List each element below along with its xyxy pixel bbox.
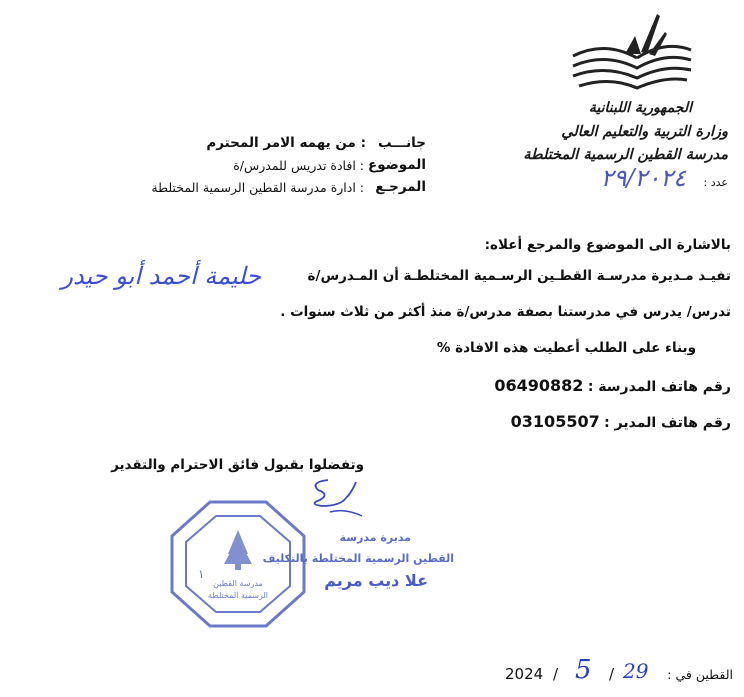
header-republic: الجمهورية اللبنانية [588,100,692,116]
stamp-name: علا ديب مريم [324,571,428,590]
header-number-value: ٢٩/٢٠٢٤ [600,164,686,192]
meta-to-value: : من يهمه الامر المحترم [206,135,366,151]
body-line-declaration: تفيـد مـديرة مدرسـة القطـين الرسـمية المختلطـة أن المـدرس/ة [307,268,731,284]
footer-sep-2: / [609,665,615,683]
svg-text:١: ١ [198,567,205,581]
teacher-name-handwritten: حليمة أحمد أبو حيدر [61,262,261,290]
phone-school-row [494,376,731,395]
footer-label: القطين في : [667,667,733,682]
closing-line: وتفضلوا بقبول فائق الاحترام والتقدير [111,457,364,473]
stamp-school: القطين الرسمية المختلطة بالتكليف [262,552,454,565]
header-ministry: وزارة التربية والتعليم العالي [561,123,728,140]
phone-director-row [511,412,731,431]
body-line-request: وبناء على الطلب أعطيت هذه الافادة % [436,340,696,356]
ministry-logo [565,10,695,92]
header-number-label: عدد : [703,176,728,189]
meta-reference-label: المرجـع [375,179,426,195]
footer-date-row [505,655,735,689]
header-school: مدرسة القطين الرسمية المختلطة [523,146,728,163]
phone-director-label: رقم هاتف المدير : [604,415,731,431]
body-line-teaching: تدرس/ يدرس في مدرستنا بصفة مدرس/ة منذ أكثر من ثلاث سنوات . [280,304,731,320]
signature [300,472,370,522]
body-intro: بالاشارة الى الموضوع والمرجع أعلاه: [484,237,731,253]
phone-school-value: 06490882 [494,376,584,395]
meta-to-label: جانـــب [377,135,426,151]
svg-text:مدرسة القطين: مدرسة القطين [213,579,263,588]
footer-month: 5 [575,655,592,685]
phone-director-value: 03105507 [510,412,600,431]
phone-school-label: رقم هاتف المدرسة : [587,379,731,395]
meta-subject-label: الموضوع [368,157,426,173]
footer-year: 2024 [505,665,544,683]
meta-reference-value: : ادارة مدرسة القطين الرسمية المختلطة [151,180,364,195]
meta-subject-value: : افادة تدريس للمدرس/ة [233,158,364,173]
svg-text:الرسمية المختلطة: الرسمية المختلطة [207,591,269,600]
footer-day: 29 [623,659,649,683]
footer-sep-1: / [553,665,559,683]
stamp-title: مديرة مدرسة [339,531,411,544]
